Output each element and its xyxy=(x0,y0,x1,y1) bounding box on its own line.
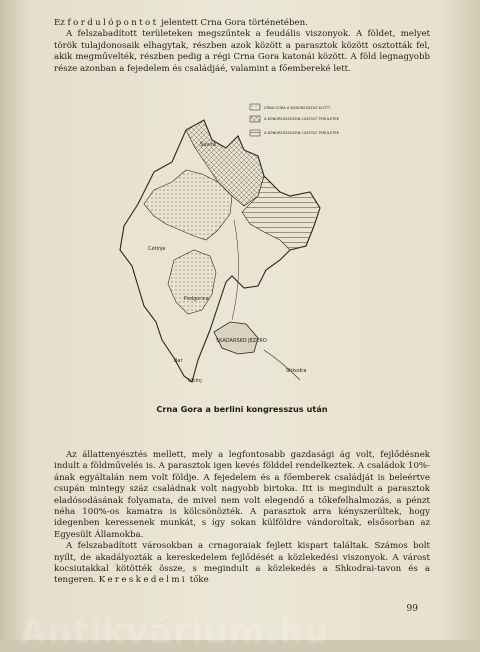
legend-swatch-dots xyxy=(250,104,260,110)
fourth-paragraph xyxy=(54,541,430,587)
map-legend xyxy=(250,104,340,136)
first-paragraph xyxy=(54,18,430,29)
place-label: Cetinje xyxy=(148,246,166,252)
first-paragraph-spaced-word: fordulópontot xyxy=(67,18,159,28)
montenegro-map xyxy=(114,100,424,390)
fourth-paragraph-end: tőke xyxy=(187,575,209,586)
place-label: Šavnik xyxy=(200,142,217,148)
fourth-paragraph-text: A felszabadított városokban a crnagoraiak fejlett kispart találtak. Számos bolt nyílt, de akadályozták a kereskedelem fejlődését a közlekedési viszonyok. A várost kocsiutakkal kötötték össze, s megindult a közlekedés a Shkodrai-tavon és a tengeren. xyxy=(54,541,430,586)
map-caption: Crna Gora a berlini kongresszus után xyxy=(156,404,328,414)
place-label: Shkodra xyxy=(286,368,307,374)
bottom-text-block xyxy=(54,450,430,587)
legend-label: A KONGRESSZUSON CSATOLT TERÜLETEK xyxy=(264,131,340,135)
place-label: Ulcinj xyxy=(188,378,202,384)
second-paragraph: A felszabadított területeken megszűntek a feudális viszonyok. A földet, melyet török tulajdonosaik elhagytak, részben azok között a parasztok között osztották fel, akik megművelték, részben pedig a régi Crna Gora katonái között. A föld legnagyobb része azonban a fejedelem és családjáé, valamint a főembereké lett. xyxy=(54,29,430,74)
legend-label: CRNA GORA A KONGRESSZUS ELŐTT xyxy=(264,106,331,110)
page-number: 99 xyxy=(406,604,418,614)
fourth-paragraph-spaced-word: Kereskedelmi xyxy=(98,575,188,586)
place-label: Podgorica xyxy=(184,296,209,302)
place-label: Bar xyxy=(174,358,183,364)
top-text-block xyxy=(54,18,430,75)
legend-swatch-hatch xyxy=(250,130,260,136)
river xyxy=(264,350,300,380)
place-label: SKADARSKO JEZERO xyxy=(216,338,267,344)
first-paragraph-rest: jelentett Crna Gora történetében. xyxy=(158,18,308,28)
third-paragraph: Az állattenyésztés mellett, mely a legfontosabb gazdasági ág volt, fejlődésnek indult a földművelés is. A parasztok igen kevés földdel rendelkeztek. A családok 10%-ának egyáltalán nem volt földje. A fejedelem és a főemberek családját is beleértve csupán mintegy száz családnak volt nagyobb birtoka. Itt is megindult a parasztok eladósodásának folyamata, de mivel nem volt elegendő a tőkefelhalmozás, a pénzt néha 100%-os kamatra is kölcsönözték. A parasztok arra kényszerültek, hogy idegenben keressenek munkát, s így sokan külföldre vándoroltak, elsősorban az Egyesült Államokba. xyxy=(54,450,430,540)
watermark: Antikvárium.hu xyxy=(20,612,330,652)
legend-label: A KONGRESSZUSON CSATOLT TERÜLETEK xyxy=(264,117,340,121)
first-paragraph-prefix: Ez xyxy=(54,18,68,28)
map-figure xyxy=(114,100,424,390)
legend-swatch-cross xyxy=(250,116,260,122)
